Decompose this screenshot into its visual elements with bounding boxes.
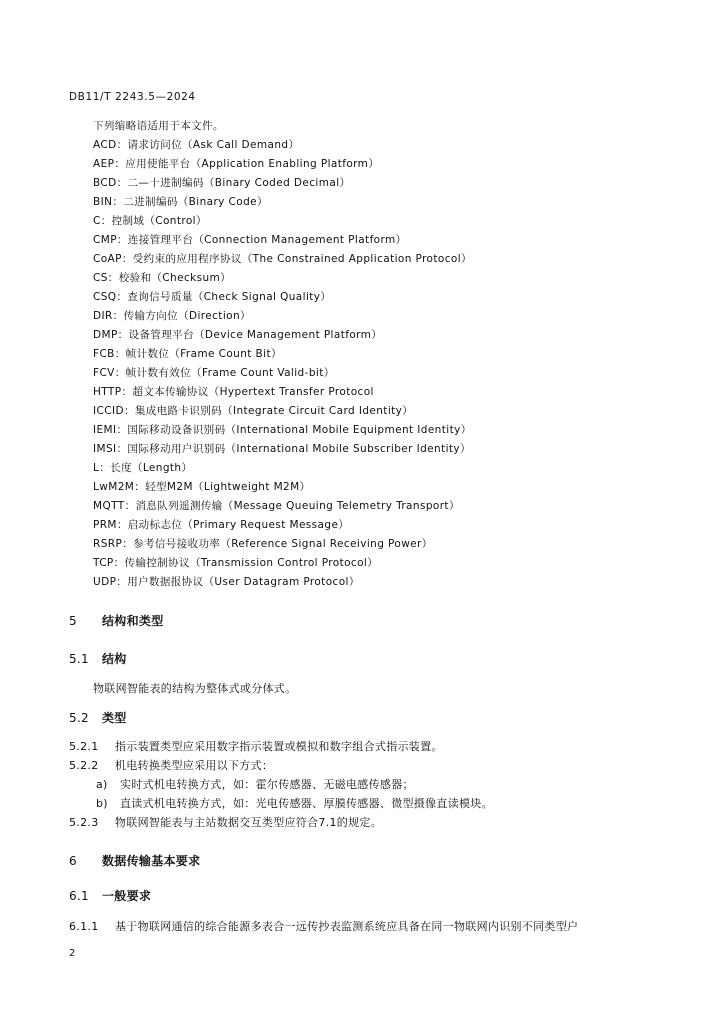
- list-marker: b): [96, 797, 108, 810]
- abbreviation-item: ICCID：集成电路卡识别码（Integrate Circuit Card Identity）: [93, 405, 414, 417]
- abbreviation-item: RSRP：参考信号接收功率（Reference Signal Receiving Power）: [93, 538, 433, 550]
- clause-text: 机电转换类型应采用以下方式：: [115, 759, 274, 772]
- section-5-1-heading: [69, 650, 127, 667]
- abbreviation-item: C：控制域（Control）: [93, 215, 207, 227]
- abbreviation-item: CMP：连接管理平台（Connection Management Platform）: [93, 234, 407, 246]
- section-6-1-heading: [69, 887, 151, 904]
- section-title: 一般要求: [102, 889, 152, 903]
- abbreviation-item: CoAP：受约束的应用程序协议（The Constrained Application Protocol）: [93, 253, 472, 265]
- abbreviation-item: FCV：帧计数有效位（Frame Count Valid-bit）: [93, 367, 335, 379]
- abbreviation-item: PRM：启动标志位（Primary Request Message）: [93, 519, 350, 531]
- page-number: 2: [69, 948, 76, 959]
- document-header-id: DB11/T 2243.5—2024: [69, 91, 196, 103]
- list-text: 实时式机电转换方式，如：霍尔传感器、无磁电感传感器；: [120, 778, 414, 791]
- clause-5-2-1: [69, 738, 443, 754]
- clause-number: 5.2.3: [69, 816, 99, 829]
- abbreviation-item: CSQ：查询信号质量（Check Signal Quality）: [93, 291, 332, 303]
- section-title: 类型: [102, 711, 127, 725]
- clause-number: 5.2.1: [69, 740, 99, 753]
- clause-text: 基于物联网通信的综合能源多表合一远传抄表监测系统应具备在同一物联网内识别不同类型户: [115, 920, 579, 933]
- abbreviation-item: IMSI：国际移动用户识别码（International Mobile Subscriber Identity）: [93, 443, 471, 455]
- section-number: 6.1: [69, 889, 89, 903]
- list-item-a: [96, 776, 414, 792]
- abbreviation-item: HTTP：超文本传输协议（Hypertext Transfer Protocol: [93, 386, 374, 398]
- clause-6-1-1: [69, 918, 578, 934]
- list-text: 直读式机电转换方式，如：光电传感器、厚膜传感器、微型摄像直读模块。: [120, 797, 493, 810]
- abbreviation-item: LwM2M：轻型M2M（Lightweight M2M）: [93, 481, 311, 493]
- section-number: 5.2: [69, 711, 89, 725]
- clause-text: 指示装置类型应采用数字指示装置或模拟和数字组合式指示装置。: [115, 740, 443, 753]
- abbreviation-item: CS：校验和（Checksum）: [93, 272, 232, 284]
- abbreviation-item: ACD：请求访问位（Ask Call Demand）: [93, 139, 300, 151]
- section-number: 5.1: [69, 652, 89, 666]
- abbreviation-list: [93, 117, 693, 592]
- section-5-1-body: 物联网智能表的结构为整体式或分体式。: [93, 682, 297, 695]
- clause-5-2-3: [69, 814, 382, 830]
- abbreviation-item: IEMI：国际移动设备识别码（International Mobile Equipment Identity）: [93, 424, 472, 436]
- section-6-heading: [69, 852, 200, 869]
- clause-5-2-2: [69, 757, 273, 773]
- list-marker: a): [96, 778, 108, 791]
- section-5-2-heading: [69, 709, 127, 726]
- section-title: 结构和类型: [102, 614, 164, 628]
- abbreviation-item: MQTT：消息队列遥测传输（Message Queuing Telemetry Transport）: [93, 500, 460, 512]
- abbreviation-item: UDP：用户数据报协议（User Datagram Protocol）: [93, 576, 360, 588]
- section-number: 6: [69, 854, 77, 868]
- abbreviation-item: DMP：设备管理平台（Device Management Platform）: [93, 329, 383, 341]
- section-5-heading: [69, 612, 164, 629]
- abbreviation-item: L：长度（Length）: [93, 462, 193, 474]
- section-title: 数据传输基本要求: [102, 854, 201, 868]
- section-number: 5: [69, 614, 77, 628]
- clause-number: 6.1.1: [69, 920, 99, 933]
- abbreviation-item: DIR：传输方向位（Direction）: [93, 310, 251, 322]
- clause-text: 物联网智能表与主站数据交互类型应符合7.1的规定。: [115, 816, 382, 829]
- clause-number: 5.2.2: [69, 759, 99, 772]
- abbreviation-item: FCB：帧计数位（Frame Count Bit）: [93, 348, 282, 360]
- section-title: 结构: [102, 652, 127, 666]
- abbreviation-intro: 下列缩略语适用于本文件。: [93, 120, 224, 132]
- abbreviation-item: BCD：二—十进制编码（Binary Coded Decimal）: [93, 177, 351, 189]
- abbreviation-item: TCP：传输控制协议（Transmission Control Protocol）: [93, 557, 379, 569]
- abbreviation-item: AEP：应用使能平台（Application Enabling Platform）: [93, 158, 380, 170]
- abbreviation-item: BIN：二进制编码（Binary Code）: [93, 196, 268, 208]
- list-item-b: [96, 795, 493, 811]
